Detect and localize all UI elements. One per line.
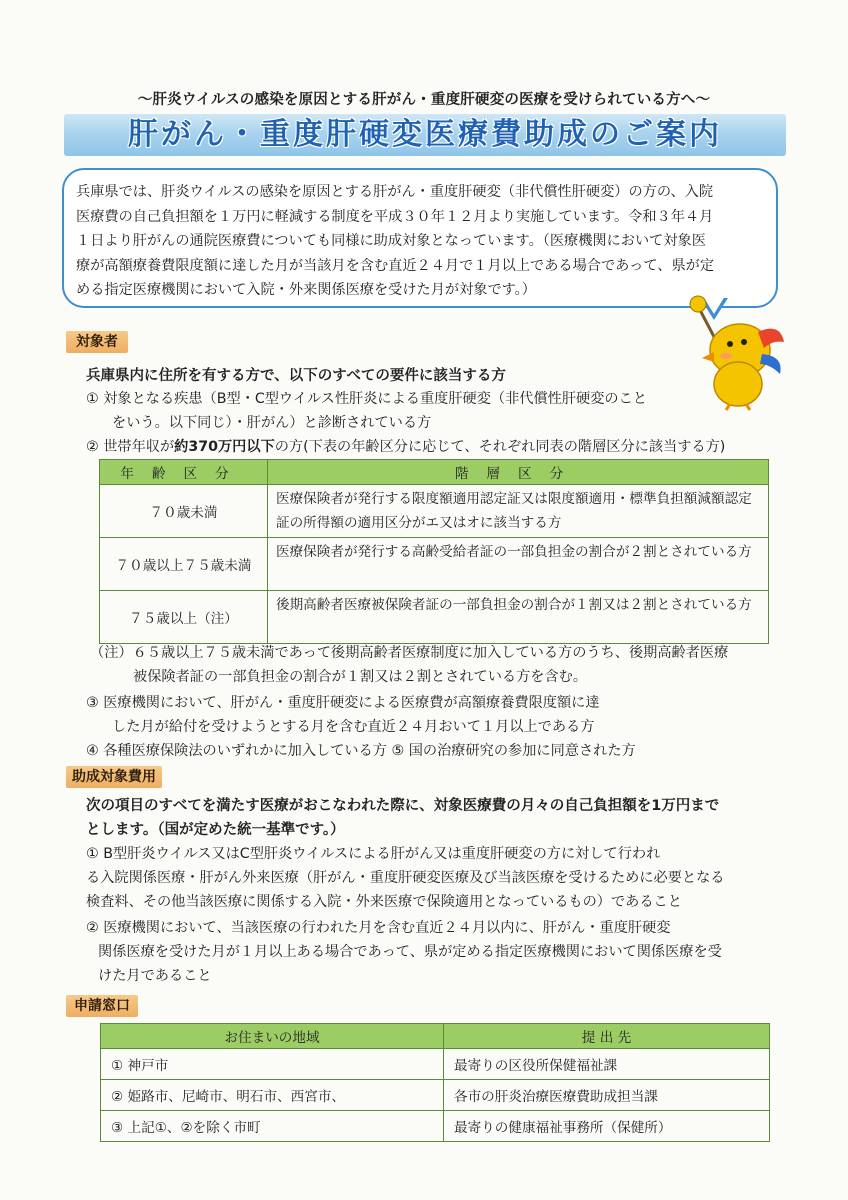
cost-item-2: ② 医療機関において、当該医療の行われた月を含む直近２４月以内に、肝がん・重度肝硬変 (86, 920, 671, 936)
destination-cell: 各市の肝炎治療医療費助成担当課 (444, 1080, 770, 1111)
tier-cell: 医療保険者が発行する限度額適用認定証又は限度額適用・標準負担額減額認定証の所得額の適用区分がエ又はオに該当する方 (268, 485, 769, 538)
subtitle: ～肝炎ウイルスの感染を原因とする肝がん・重度肝硬変の医療を受けられている方へ～ (137, 92, 711, 108)
target-lead: 兵庫県内に住所を有する方で、以下のすべての要件に該当する方 (86, 368, 506, 384)
target-item-2: ② 世帯年収が約370万円以下の方(下表の年齢区分に応じて、それぞれ同表の階層区分に該当する方) (86, 439, 726, 455)
table-row (100, 591, 769, 644)
intro-line: める指定医療機関において入院・外来関係医療を受けた月が対象です。） (76, 282, 536, 298)
income-limit: 約370万円以下 (174, 439, 275, 455)
intro-line: 療が高額療養費限度額に達した月が当該月を含む直近２４月で１月以上である場合であって、県が定 (76, 257, 715, 274)
note-line: （注）６５歳以上７５歳未満であって後期高齢者医療制度に加入している方のうち、後期高齢者医療 (90, 645, 729, 661)
tier-cell: 医療保険者が発行する高齢受給者証の一部負担金の割合が２割とされている方 (268, 538, 769, 591)
bird-mascot-icon (680, 292, 786, 412)
cost-item-1-cont: る入院関係医療・肝がん外来医療（肝がん・重度肝硬変医療及び当該医療を受けるために必要となる (86, 870, 725, 886)
cost-lead: 次の項目のすべてを満たす医療がおこなわれた際に、対象医療費の月々の自己負担額を1万円まで (86, 798, 720, 814)
target-item-1: ① 対象となる疾患（B型・C型ウイルス性肝炎による重度肝硬変（非代償性肝硬変のこと (86, 391, 647, 407)
cost-item-1: ① B型肝炎ウイルス又はC型肝炎ウイルスによる肝がん又は重度肝硬変の方に対して行われ (86, 846, 661, 862)
table-row (101, 1111, 770, 1142)
cost-item-2-cont: けた月であること (98, 968, 212, 984)
target-item-4-5: ④ 各種医療保険法のいずれかに加入している方 ⑤ 国の治療研究の参加に同意された方 (86, 743, 636, 759)
intro-line: 兵庫県では、肝炎ウイルスの感染を原因とする肝がん・重度肝硬変（非代償性肝硬変）の方の、入院 (76, 184, 714, 200)
age-cell: ７５歳以上（注） (100, 591, 268, 644)
destination-cell: 最寄りの健康福祉事務所（保健所） (444, 1111, 770, 1142)
cost-item-2-cont: 関係医療を受けた月が１月以上ある場合であって、県が定める指定医療機関において関係医療を受 (98, 944, 722, 960)
income-table (99, 459, 769, 644)
target-item-3-cont: した月が給付を受けようとする月を含む直近２４月おいて１月以上である方 (112, 719, 595, 735)
intro-line: 医療費の自己負担額を１万円に軽減する制度を平成３０年１２月より実施しています。令和３年４月 (76, 208, 714, 225)
table-row (101, 1049, 770, 1080)
table-row (100, 485, 769, 538)
table-row (100, 538, 769, 591)
table-row (101, 1080, 770, 1111)
window-table (100, 1023, 770, 1142)
note-line-cont: 被保険者証の一部負担金の割合が１割又は２割とされている方を含む。 (133, 669, 588, 685)
destination-cell: 最寄りの区役所保健福祉課 (444, 1049, 770, 1080)
area-cell: ③ 上記①、②を除く市町 (101, 1111, 444, 1142)
area-cell: ② 姫路市、尼崎市、明石市、西宮市、 (101, 1080, 444, 1111)
table-header: 階層区分 (268, 460, 769, 485)
section-label-window: 申請窓口 (66, 995, 138, 1017)
intro-line: １日より肝がんの通院医療費についても同様に助成対象となっています。（医療機関において対象医 (76, 233, 706, 249)
table-header: お住まいの地域 (101, 1024, 444, 1049)
target-item-3: ③ 医療機関において、肝がん・重度肝硬変による医療費が高額療養費限度額に達 (86, 695, 600, 711)
target-item-1-cont: をいう。以下同じ）・肝がん）と診断されている方 (112, 415, 432, 431)
cost-item-1-cont: 検査料、その他当該医療に関係する入院・外来医療で保険適用となっているもの）であること (86, 894, 682, 910)
section-label-target: 対象者 (66, 331, 128, 353)
age-cell: ７０歳未満 (100, 485, 268, 538)
tier-cell: 後期高齢者医療被保険者証の一部負担金の割合が１割又は２割とされている方 (268, 591, 769, 644)
page-title: 肝がん・重度肝硬変医療費助成のご案内 (128, 117, 722, 152)
age-cell: ７０歳以上７５歳未満 (100, 538, 268, 591)
intro-text (76, 180, 766, 303)
table-header: 年齢区分 (100, 460, 268, 485)
section-label-cost: 助成対象費用 (66, 766, 162, 788)
area-cell: ① 神戸市 (101, 1049, 444, 1080)
cost-lead-cont: とします。（国が定めた統一基準です。） (86, 822, 345, 838)
table-header: 提 出 先 (444, 1024, 770, 1049)
